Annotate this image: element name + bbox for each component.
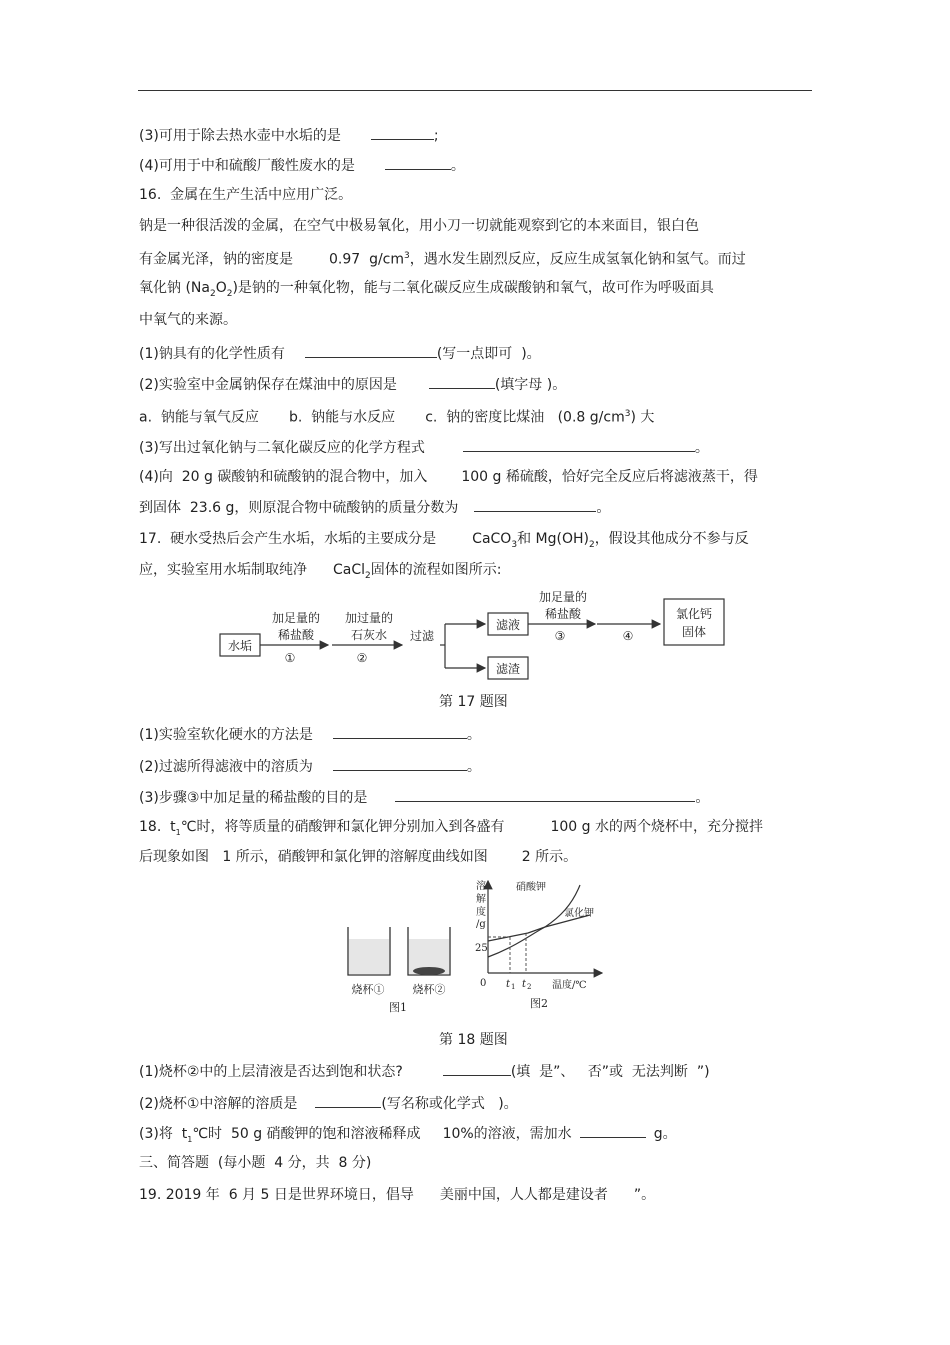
q16-sub1: (1)钠具有的化学性质有 (写一点即可 )。 [139,343,541,363]
q18-figures [340,875,610,1015]
fig2-label: 图2 [530,997,548,1010]
q18-sub2: (2)烧杯①中溶解的溶质是 (写名称或化学式 )。 [139,1093,518,1113]
q15-item3: (3)可用于除去热水壶中水垢的是 ; [139,125,439,145]
answer-blank[interactable] [333,756,467,771]
header-rule [138,90,812,91]
q16-passage-line4: 中氧气的来源。 [139,312,237,328]
kcl-label: 氯化钾 [564,908,594,919]
flow-filtrate-label: 滤液 [495,618,521,632]
q18-sub1: (1)烧杯②中的上层清液是否达到饱和状态? (填 是”、 否”或 无法判断 ”) [139,1061,710,1081]
beaker-2-label: 烧杯② [412,983,446,996]
q17-sub1: (1)实验室软化硬水的方法是 。 [139,724,481,744]
q17-sub3: (3)步骤③中加足量的稀盐酸的目的是 。 [139,787,709,807]
svg-text:④: ④ [622,629,634,643]
svg-text:石灰水: 石灰水 [350,628,388,642]
q16-passage-line2: 有金属光泽，钠的密度是 0.97 $g/cm^3$，遇水发生剧烈反应，反应生成氢氧化钠和氢气。而过 [139,251,746,268]
q16-sub4-line1: (4)向 20 g 碳酸钠和硫酸钠的混合物中，加入 100 g 稀硫酸，恰好完全反应后将滤液蒸干，得 [139,469,758,485]
flow-residue-label: 滤渣 [495,662,521,676]
answer-blank[interactable] [474,497,596,512]
svg-text:加过量的: 加过量的 [344,611,394,625]
flow-start-label: 水垢 [227,639,253,653]
y-tick-25: 25 [475,943,488,954]
answer-blank[interactable] [580,1123,646,1138]
answer-blank[interactable] [385,155,451,170]
svg-text:稀盐酸: 稀盐酸 [277,628,315,642]
q16-sub4-line2: 到固体 23.6 g，则原混合物中硫酸钠的质量分数为 。 [139,497,610,517]
q16-title: 16. 金属在生产生活中应用广泛。 [139,187,353,203]
q18-stem-line1: 18. $t_1℃$时，将等质量的硝酸钾和氯化钾分别加入到各盛有 100 g 水的两个烧杯中，充分搅拌 [139,819,763,837]
svg-text:固体: 固体 [681,625,707,639]
q16-options: a. 钠能与氧气反应 b. 钠能与水反应 c. 钠的密度比煤油 (0.8 $g/cm^3$) 大 [139,409,655,426]
q15-item4: (4)可用于中和硫酸厂酸性废水的是 。 [139,155,465,175]
svg-text:②: ② [356,651,368,665]
svg-text:解: 解 [476,894,486,905]
q17-flow-diagram [210,586,740,686]
svg-text:溶: 溶 [476,881,486,892]
svg-text:1: 1 [511,983,516,991]
flow-product-label: 氯化钙 [675,607,713,621]
q17-sub2: (2)过滤所得滤液中的溶质为 。 [139,756,481,776]
beaker-1-label: 烧杯① [351,983,385,996]
kno3-label: 硝酸钾 [516,882,546,893]
q17-stem-line2: 应，实验室用水垢制取纯净 CaCl$_2$固体的流程如图所示: [139,562,502,581]
undissolved-solid [413,967,445,975]
svg-text:2: 2 [527,983,532,991]
svg-text:③: ③ [554,629,566,643]
q18-figure-caption: 第 18 题图 [439,1032,508,1048]
svg-text:0: 0 [480,978,487,989]
svg-text:t: t [522,979,527,990]
q17-stem-line1: 17. 硬水受热后会产生水垢，水垢的主要成分是 CaCO$_3$和 $Mg(OH)_2$，假设其他成分不参与反 [139,531,749,550]
svg-text:度: 度 [476,907,486,918]
x-axis-label: 温度/℃ [552,980,587,991]
q16-sub3: (3)写出过氧化钠与二氧化碳反应的化学方程式 。 [139,437,709,457]
svg-text:t: t [506,979,511,990]
answer-blank[interactable] [463,437,695,452]
answer-blank[interactable] [395,787,695,802]
answer-blank[interactable] [333,724,467,739]
answer-blank[interactable] [371,125,434,140]
q18-stem-line2: 后现象如图 1 所示，硝酸钾和氯化钾的溶解度曲线如图 2 所示。 [139,849,578,865]
fig1-label: 图1 [389,1001,407,1014]
flow-filter-label: 过滤 [409,629,435,643]
answer-blank[interactable] [429,374,495,389]
svg-text:/g: /g [476,919,486,930]
answer-blank[interactable] [443,1061,511,1076]
svg-text:加足量的: 加足量的 [538,590,588,604]
q16-sub2: (2)实验室中金属钠保存在煤油中的原因是 (填字母 )。 [139,374,566,394]
q18-sub3: (3)将 $t_1℃$时 50 g 硝酸钾的饱和溶液稀释成 10%的溶液，需加水 g。 [139,1123,677,1149]
svg-text:稀盐酸: 稀盐酸 [544,607,582,621]
q17-figure-caption: 第 17 题图 [439,694,508,710]
answer-blank[interactable] [315,1093,381,1108]
svg-text:①: ① [284,651,296,665]
answer-blank[interactable] [305,343,437,358]
q19-stem: 19. 2019 年 6 月 5 日是世界环境日，倡导 美丽中国，人人都是建设者 ”。 [139,1187,656,1203]
section-3-heading: 三、简答题 (每小题 4 分，共 8 分) [139,1155,372,1171]
q16-passage-line3: 氧化钠 $(Na_2O_2)$是钠的一种氧化物，能与二氧化碳反应生成碳酸钠和氧气，故可作为呼吸面具 [139,280,714,299]
q16-passage-line1: 钠是一种很活泼的金属，在空气中极易氧化，用小刀一切就能观察到它的本来面目，银白色 [139,218,699,234]
svg-text:加足量的: 加足量的 [271,611,321,625]
